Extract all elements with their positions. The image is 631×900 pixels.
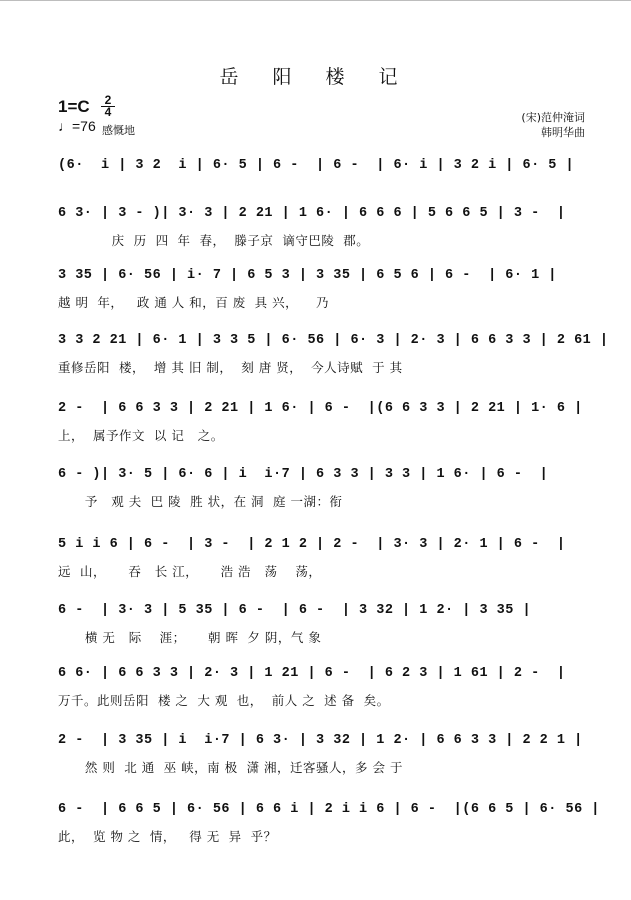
lyrics-line: 远 山， 吞 长 江， 浩 浩 荡 荡， <box>58 564 322 579</box>
notation-line: 6 - )| 3· 5 | 6· 6 | i i·7 | 6 3 3 | 3 3 | 1 6· | 6 - | <box>58 467 549 482</box>
key-signature: 1=C <box>58 97 90 116</box>
lyrics-line: 上， 属予作文 以 记 之。 <box>58 428 224 443</box>
lyricist-credit: (宋)范仲淹词 <box>521 111 585 124</box>
tempo-marking: ♩=76 <box>58 118 96 134</box>
lyrics-line: 重修岳阳 楼， 增 其 旧 制， 刻 唐 贤， 今人诗赋 于 其 <box>58 360 403 375</box>
notation-line: 6 6· | 6 6 3 3 | 2· 3 | 1 21 | 6 - | 6 2 3 | 1 61 | 2 - | <box>58 666 566 681</box>
lyrics-line: 予 观 夫 巴 陵 胜 状，在 洞 庭 一湖：衔 <box>58 494 343 509</box>
notation-line: 2 - | 6 6 3 3 | 2 21 | 1 6· | 6 - |(6 6 3 3 | 2 21 | 1· 6 | <box>58 401 583 416</box>
notation-line: 3 35 | 6· 56 | i· 7 | 6 5 3 | 3 35 | 6 5 6 | 6 - | 6· 1 | <box>58 268 557 283</box>
notation-line: 2 - | 3 35 | i i·7 | 6 3· | 3 32 | 1 2· | 6 6 3 3 | 2 2 1 | <box>58 733 583 748</box>
lyrics-line: 庆 历 四 年 春， 滕子京 谪守巴陵 郡。 <box>58 233 370 248</box>
lyrics-line: 横 无 际 涯； 朝 晖 夕 阴，气 象 <box>58 630 322 645</box>
notation-line: 3 3 2 21 | 6· 1 | 3 3 5 | 6· 56 | 6· 3 | 2· 3 | 6 6 3 3 | 2 61 | <box>58 333 609 348</box>
time-signature <box>101 95 115 118</box>
lyrics-line: 此， 览 物 之 情， 得 无 异 乎？ <box>58 829 277 844</box>
notation-line: 6 - | 6 6 5 | 6· 56 | 6 6 i | 2 i i 6 | 6 - |(6 6 5 | 6· 56 | <box>58 802 600 817</box>
lyrics-line: 然 则 北 通 巫 峡，南 极 潇 湘，迁客骚人，多 会 于 <box>58 760 403 775</box>
notation-line: 6 3· | 3 - )| 3· 3 | 2 21 | 1 6· | 6 6 6 | 5 6 6 5 | 3 - | <box>58 206 566 221</box>
composer-credit: 韩明华曲 <box>541 126 585 139</box>
song-title: 岳 阳 楼 记 <box>219 66 412 88</box>
expression-marking: 感慨地 <box>102 124 135 137</box>
lyrics-line: 越 明 年， 政 通 人 和，百 废 具 兴， 乃 <box>58 295 330 310</box>
lyrics-line: 万千。此则岳阳 楼 之 大 观 也， 前人 之 述 备 矣。 <box>58 693 390 708</box>
time-signature-top: 2 <box>101 95 115 107</box>
notation-line: 6 - | 3· 3 | 5 35 | 6 - | 6 - | 3 32 | 1 2· | 3 35 | <box>58 603 532 618</box>
time-signature-bottom: 4 <box>104 105 112 119</box>
notation-line: (6· i | 3 2 i | 6· 5 | 6 - | 6 - | 6· i | 3 2 i | 6· 5 | <box>58 158 575 173</box>
top-rule <box>0 0 631 1</box>
notation-line: 5 i i 6 | 6 - | 3 - | 2 1 2 | 2 - | 3· 3 | 2· 1 | 6 - | <box>58 537 566 552</box>
